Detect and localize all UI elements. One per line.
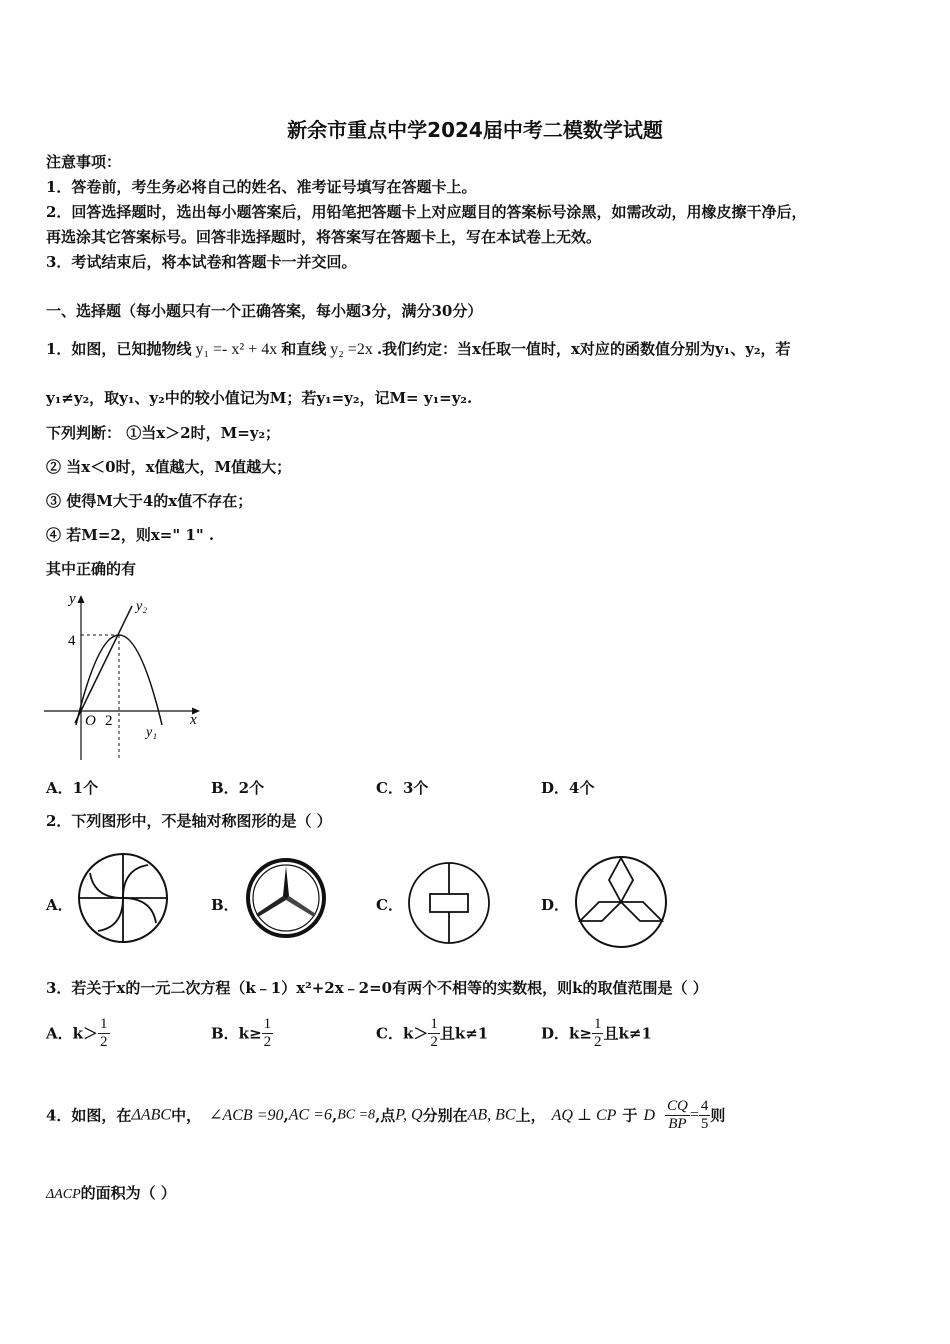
label-y2: y₂ bbox=[136, 599, 148, 614]
q4-pq: P, Q bbox=[395, 1106, 423, 1124]
y-axis-arrow-icon bbox=[78, 595, 85, 603]
q1-option-c[interactable]: C．3个 bbox=[376, 779, 429, 797]
q4-stem: 4．如图，在ΔABC中， ∠ACB =90,AC =6,BC =8,点P, Q分别在AB, BC上， AQ ⊥ CP 于 D $\frac{CQ}{BP}$ = $\frac{4}{5}$ 则 bbox=[46, 1098, 726, 1132]
q1-option-b[interactable]: B．2个 bbox=[211, 779, 265, 797]
q2-option-a-label[interactable]: A． bbox=[46, 896, 73, 914]
q2-figure-a-pinwheel-icon[interactable] bbox=[76, 851, 170, 945]
q4-triangle: ΔABC bbox=[131, 1106, 172, 1124]
notice-item-1: 1．答卷前，考生务必将自己的姓名、准考证号填写在答题卡上。 bbox=[46, 178, 477, 196]
q1-option-a[interactable]: A．1个 bbox=[46, 779, 99, 797]
q3-option-c-tail: 且k≠1 bbox=[439, 1024, 489, 1043]
q3-option-b-text: B．k≥ bbox=[211, 1024, 262, 1043]
q3-stem: 3．若关于x的一元二次方程（k﹣1）x²+2x﹣2=0有两个不相等的实数根，则k的取值范围是（ ） bbox=[46, 979, 708, 997]
q2-figure-b-star-logo-icon[interactable] bbox=[244, 856, 328, 940]
q4-angle: ∠ACB =90 bbox=[209, 1106, 284, 1124]
q1-line-equation: y₂ =2x bbox=[330, 341, 373, 358]
origin-label: O bbox=[85, 713, 96, 729]
tick-y-4: 4 bbox=[68, 633, 76, 649]
q3-option-a-text: A．k＞ bbox=[46, 1024, 99, 1043]
q4-triangle-acp: ΔACP bbox=[46, 1187, 81, 1202]
q2-option-b-label[interactable]: B． bbox=[211, 896, 239, 914]
section-heading: 一、选择题（每小题只有一个正确答案，每小题3分，满分30分） bbox=[46, 302, 483, 320]
x-axis-label: x bbox=[190, 712, 197, 728]
q3-option-d-fraction: $\frac{1}{2}$ bbox=[593, 1016, 602, 1050]
q4-ratio-left: $\frac{CQ}{BP}$ bbox=[667, 1098, 688, 1132]
q2-figure-c-coin-icon[interactable] bbox=[406, 860, 492, 946]
q1-prefix: 1．如图，已知抛物线 bbox=[46, 340, 192, 358]
q4-ratio-right: $\frac{4}{5}$ bbox=[700, 1098, 709, 1132]
q4-bc: BC =8 bbox=[337, 1107, 376, 1123]
q1-option-d[interactable]: D．4个 bbox=[541, 779, 595, 797]
q1-parabola-equation: y₁ =- x² + 4x bbox=[195, 341, 278, 358]
q1-line2: y₁≠y₂，取y₁、y₂中的较小值记为M；若y₁=y₂，记M= y₁=y₂. bbox=[46, 389, 473, 407]
label-y1: y₁ bbox=[146, 725, 158, 740]
q3-option-c-fraction: $\frac{1}{2}$ bbox=[430, 1016, 438, 1050]
page-title: 新余市重点中学2024届中考二模数学试题 bbox=[287, 118, 663, 142]
q1-statement-3: ③ 使得M大于4的x值不存在； bbox=[46, 492, 253, 510]
q4-ab-bc: AB, BC bbox=[467, 1106, 516, 1124]
q1-which: 其中正确的有 bbox=[46, 560, 137, 578]
notice-heading: 注意事项： bbox=[46, 153, 122, 171]
q4-ac: AC =6 bbox=[288, 1106, 332, 1124]
notice-item-2: 2．回答选择题时，选出每小题答案后，用铅笔把答题卡上对应题目的答案标号涂黑，如需改动，用橡皮擦干净后， bbox=[46, 203, 807, 221]
q3-option-a[interactable] bbox=[46, 1016, 110, 1051]
q2-option-d-label[interactable]: D． bbox=[541, 896, 570, 914]
q1-stem bbox=[46, 339, 791, 360]
q3-option-c-text: C．k＞ bbox=[376, 1024, 429, 1043]
line-y2 bbox=[75, 606, 132, 723]
q4-line2: ΔACP的面积为（ ） bbox=[46, 1184, 176, 1202]
q3-option-b[interactable] bbox=[211, 1016, 273, 1051]
q2-option-c-label[interactable]: C． bbox=[376, 896, 403, 914]
y-axis-label: y bbox=[69, 591, 76, 607]
q3-option-d-tail: 且k≠1 bbox=[603, 1024, 652, 1043]
q4-d: D bbox=[643, 1106, 655, 1124]
q1-statement-4: ④ 若M=2，则x=" 1" . bbox=[46, 526, 215, 544]
notice-item-2-cont: 再选涂其它答案标号。回答非选择题时，将答案写在答题卡上，写在本试卷上无效。 bbox=[46, 228, 602, 246]
q2-figure-d-diamonds-icon[interactable] bbox=[572, 853, 670, 951]
q3-option-d[interactable] bbox=[541, 1016, 652, 1051]
q3-option-b-fraction: $\frac{1}{2}$ bbox=[263, 1016, 272, 1050]
q3-option-c[interactable] bbox=[376, 1016, 488, 1051]
q1-suffix: .我们约定：当x任取一值时，x对应的函数值分别为y₁、y₂，若 bbox=[376, 340, 791, 358]
notice-item-3: 3．考试结束后，将本试卷和答题卡一并交回。 bbox=[46, 253, 357, 271]
q3-option-a-fraction: $\frac{1}{2}$ bbox=[100, 1016, 108, 1050]
tick-x-2: 2 bbox=[105, 713, 113, 729]
q1-mid: 和直线 bbox=[281, 340, 327, 358]
q2-stem: 2．下列图形中，不是轴对称图形的是（ ） bbox=[46, 812, 332, 830]
q4-perpendicular: AQ ⊥ CP bbox=[551, 1106, 617, 1124]
q1-function-graph bbox=[40, 588, 210, 763]
q1-judge: 下列判断： ①当x＞2时，M=y₂； bbox=[46, 424, 281, 442]
q1-statement-2: ② 当x＜0时，x值越大，M值越大； bbox=[46, 458, 292, 476]
q3-option-d-text: D．k≥ bbox=[541, 1024, 592, 1043]
